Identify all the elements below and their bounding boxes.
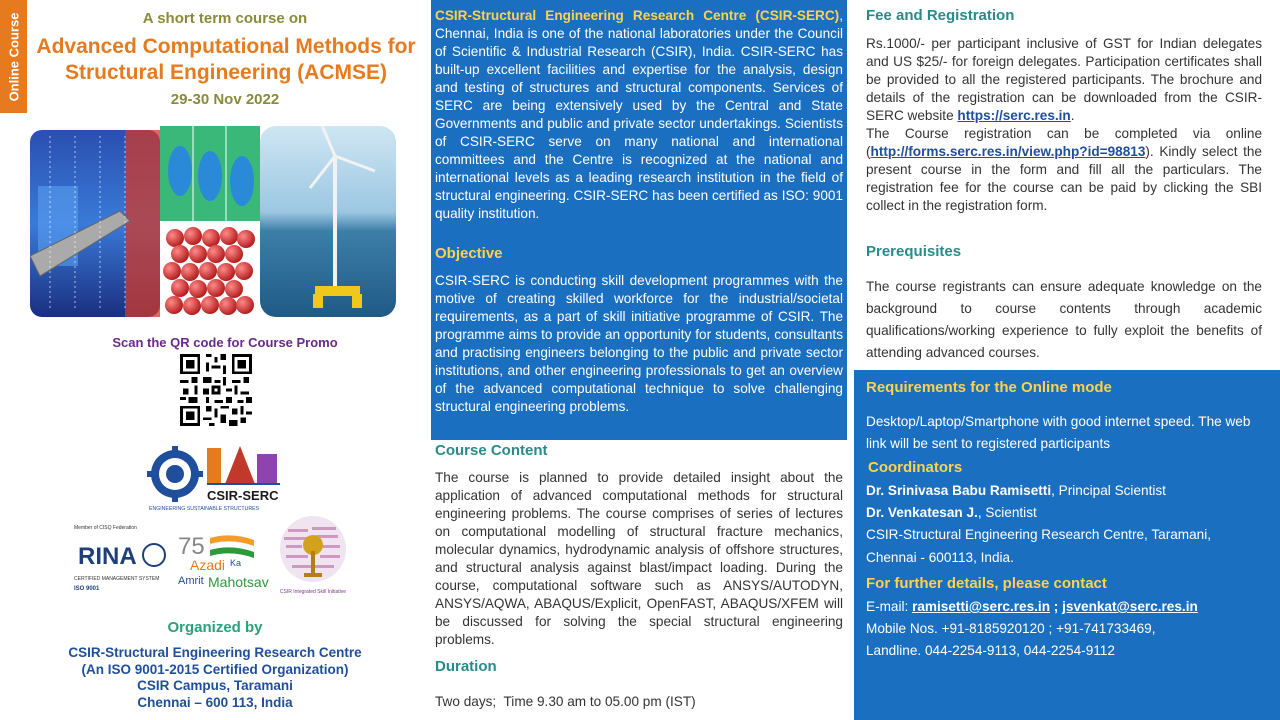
contact-email-line [866,596,1198,618]
rina-certification-logo [72,522,174,594]
coordinator-1-role: , Principal Scientist [1051,483,1166,498]
csir-serc-logo [145,444,285,512]
course-title [28,34,424,86]
fee-registration-text [866,35,1262,215]
offshore-wind-turbine-image [260,126,396,317]
requirements-heading: Requirements for the Online mode [866,379,1112,396]
objective-text: CSIR-SERC is conducting skill development programmes with the motive of creating skilled workforce for the industrial/societal requirements, as a part of skill initiative programme of CSIR. The programme aims to provide an opportunity for students, consultants and practising engineers belonging to the public and private sector institutions, and other engineering professionals to get an overview of the advanced computational technique to solve challenging structural engineering problems. [435,273,843,414]
coordinator-2-name: Dr. Venkatesan J. [866,505,978,520]
serc-logo-tagline: ENGINEERING SUSTAINABLE STRUCTURES [149,506,260,512]
fee-registration-heading: Fee and Registration [866,7,1015,24]
organizer-address [30,645,400,711]
fee-text-part4: ). Kindly select the present course in the form and fill all the particulars. The registration fee for the course can be paid by clicking the SBI collect in the registration form. [866,144,1262,213]
coordinator-1-name: Dr. Srinivasa Babu Ramisetti [866,483,1052,498]
duration-text: Two days; Time 9.30 am to 05.00 pm (IST) [435,694,696,709]
coordinator-2 [866,502,1037,524]
duration-heading: Duration [435,658,497,675]
hydrodynamic-contour-image [160,126,260,221]
course-title-line1: Advanced Computational Methods for [36,35,416,58]
qr-code-label: Scan the QR code for Course Promo [112,335,338,350]
contact-heading: For further details, please contact [866,575,1107,592]
email-link-ramisetti[interactable]: ramisetti@serc.res.in [912,599,1051,614]
rina-text: RINA [78,543,137,570]
rina-iso-text: ISO 9001 [74,586,100,592]
azadi-ka-text: Ka [230,558,242,568]
indian-flag-icon [210,535,254,558]
requirements-text: Desktop/Laptop/Smartphone with good internet speed. The web link will be sent to registered participants [866,414,1251,451]
contact-landline: Landline. 044-2254-9113, 044-2254-9112 [866,643,1115,658]
iaf-seal-icon [143,544,165,566]
intro-body-text: , Chennai, India is one of the national laboratories under the Council of Scientific & Industrial Research (CSIR), India. CSIR-SERC has built-up excellent facilities and expertise for the analysis, design and testing of structures and structural components. Services of SERC are being extensively used by the Central and State Governments and public and private sector undertakings. Scientists of CSIR-SERC serve on many national and international committees and the Centre is recognized at the national and international levels as a leading research institution in the field of structural engineering. CSIR-SERC has been certified as ISO: 9001 quality institution. [435,8,843,221]
organizer-line: CSIR-Structural Engineering Research Centre [68,645,362,660]
azadi-line1-text: Azadi [190,557,226,573]
csir-gear-emblem-icon [147,446,203,502]
csir-integrated-skill-initiative-logo [272,515,354,597]
azadi-line3-text: Mahotsav [208,574,269,590]
online-course-label: Online Course [6,12,21,101]
csir-serc-intro [435,7,843,223]
course-content-heading: Course Content [435,442,548,459]
prerequisites-heading: Prerequisites [866,243,962,260]
structures-emblem-icon [207,446,280,484]
email-link-jsvenkat[interactable]: jsvenkat@serc.res.in [1062,599,1198,614]
course-subtitle: A short term course on [142,10,308,27]
coordinator-address-line2: Chennai - 600113, India. [866,550,1014,565]
fee-text-part3: The Course registration can be completed via online ( [866,126,1262,159]
course-image-collage [30,126,396,317]
organizer-line: CSIR Campus, Taramani [137,678,293,693]
organizer-line: (An ISO 9001-2015 Certified Organization) [81,661,349,677]
organized-by-heading: Organized by [167,619,263,636]
coordinator-2-role: , Scientist [977,505,1037,520]
fee-text-part1: Rs.1000/- per participant inclusive of GST for Indian delegates and US $25/- for foreign delegates. Participation certificates shall be provided to all the registered participants. The brochure and details of the registration can be downloaded from the CSIR-SERC website [866,36,1262,123]
qr-code-icon[interactable] [180,354,252,426]
coordinators-heading: Coordinators [868,459,963,476]
intro-strong-text: CSIR-Structural Engineering Research Centre (CSIR-SERC) [435,8,840,23]
fracture-model-image [30,130,160,317]
rina-member-text: Member of CISQ Federation [74,525,137,531]
course-dates: 29-30 Nov 2022 [170,91,280,108]
azadi-line2-text: Amrit [178,575,204,587]
objective-heading: Objective [435,245,503,262]
azadi-75-text: 75 [178,533,205,560]
registration-form-link[interactable]: http://forms.serc.res.in/view.php?id=98813 [870,144,1146,159]
coordinator-1 [866,480,1166,502]
online-course-tab [0,0,27,113]
organizer-line: Chennai – 600 113, India [137,694,293,710]
contact-mobile: Mobile Nos. +91-8185920120 ; +91-741733469, [866,621,1156,636]
molecular-dynamics-image [162,224,258,317]
course-content-text: The course is planned to provide detailed insight about the application of advanced computational methods for structural engineering problems. The course comprises of series of lectures on computational modelling of structural fracture mechanics, molecular dynamics, hydrodynamic analysis of offshore structures, and structural analysis against blast/impact loading. During the course, computational software such as ANSYS/AUTODYN, ANSYS/AQWA, ABAQUS/Explicit, OpenFAST, ABAQUS/XFEM will be discussed for solving the special structural engineering problems. [435,470,843,647]
email-label: E-mail: [866,599,913,614]
prerequisites-text: The course registrants can ensure adequate knowledge on the background to course contents through academic qualifications/working experience to fully exploit the benefits of attending advanced courses. [866,279,1262,360]
rina-sub-text: CERTIFIED MANAGEMENT SYSTEM [74,576,160,582]
email-separator: ; [1050,599,1063,614]
course-title-line2: Structural Engineering (ACMSE) [64,61,388,84]
serc-logo-text: CSIR-SERC [207,488,279,503]
serc-website-link[interactable]: https://serc.res.in [957,108,1071,123]
fee-text-part2: . [1070,108,1075,123]
coordinator-address-line1: CSIR-Structural Engineering Research Centre, Taramani, [866,527,1212,542]
azadi-ka-amrit-mahotsav-logo [176,530,272,592]
skill-caption-text: CSIR Integrated Skill Initiative [279,589,347,595]
